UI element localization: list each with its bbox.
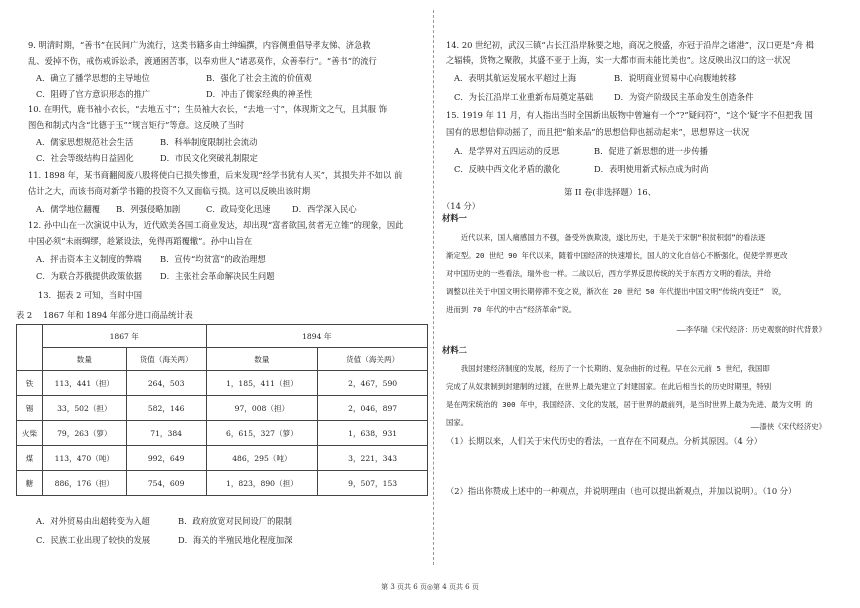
q15-option-a[interactable]: A．是学界对五四运动的反思 <box>454 146 560 156</box>
q12-option-b[interactable]: B．宣传“均贫富”的政治理想 <box>160 254 266 264</box>
col-val-1894: 货值（海关两） <box>318 348 428 371</box>
q11-stem-line1: 11. 1898 年，某书商翻阅废八股将使白已损失惨重，后来发现“经学书犹有人买”，其损失并不如以 前 <box>28 170 403 180</box>
material-one-title: 材料一 <box>442 213 467 223</box>
cell-qty-1867: 113，470（吨） <box>42 446 126 471</box>
q11-option-b[interactable]: B．列强侵略加剧 <box>116 204 181 214</box>
material-one-line1: 近代以来，国人痛感国力不强，备受外族欺凌，遂比历史，于是关于宋朝“积贫积弱”的看法逐 <box>446 233 766 242</box>
q14-options-row1 <box>454 72 736 84</box>
material-two-line3: 是在两宋统治的 300 年中，我国经济、文化的发展，居于世界的最前列，是当时世界上最为先进、最为文明 的 <box>446 400 813 409</box>
cell-val-1894: 9，507，153 <box>318 471 428 496</box>
q12-option-d[interactable]: D．主张社会革命解决民生问题 <box>160 271 275 281</box>
material-one-line2: 渐定型。20 世纪 90 年代以来，随着中国经济的快速增长，国人的文化自信心不断强化，促使学界更改 <box>446 251 788 260</box>
cell-val-1894: 3，221，343 <box>318 446 428 471</box>
table-year-1894: 1894 年 <box>206 325 427 348</box>
cell-val-1867: 71，384 <box>126 421 206 446</box>
q13-option-b[interactable]: B．政府放宽对民间设厂的限制 <box>178 516 292 526</box>
q9-option-d[interactable]: D．冲击了儒家经典的神圣性 <box>206 89 313 99</box>
table-row <box>17 446 428 471</box>
q13-option-a[interactable]: A．对外贸易由出超转变为入超 <box>36 516 150 526</box>
column-divider <box>433 10 434 565</box>
table-row <box>17 421 428 446</box>
table-row <box>17 396 428 421</box>
cell-val-1894: 2，046，897 <box>318 396 428 421</box>
material-one-line5: 进而到 70 年代的中古“经济革命”说。 <box>446 305 577 314</box>
q10-options-row2 <box>36 152 258 164</box>
q14-options-row2 <box>454 91 753 103</box>
q10-option-b[interactable]: B．科举制度限制社会流动 <box>160 137 258 147</box>
cell-qty-1894: 97，008（担） <box>206 396 318 421</box>
col-qty-1867: 数量 <box>42 348 126 371</box>
q15-option-d[interactable]: D．表明使用新式标点成为时尚 <box>594 164 709 174</box>
cell-val-1894: 2，467，590 <box>318 371 428 396</box>
q14-option-c[interactable]: C．为长江沿岸工业重新布局奠定基础 <box>454 92 594 102</box>
q12-stem-line2: 中国必须“未雨绸缪，趁紧设法，免得再蹈覆辙”。孙中山旨在 <box>28 236 253 246</box>
row-item: 煤 <box>17 446 43 471</box>
q15-option-b[interactable]: B．促进了新思想的进一步传播 <box>594 146 708 156</box>
q15-stem-line1: 15. 1919 年 11 月，有人指出当时全国新出版物中曾遍有一个“?”疑问符”，“这个‘疑’字不但把我 国 <box>446 110 813 120</box>
q14-option-d[interactable]: D．为资产阶级民主革命发生创造条件 <box>614 92 754 102</box>
q12-options-row2 <box>36 270 275 282</box>
section-heading: 第 II 卷(非选择题）16、 <box>564 187 656 197</box>
table-corner-cell <box>17 325 43 371</box>
q12-option-c[interactable]: C．为联合苏俄提供政策依据 <box>36 271 142 281</box>
cell-val-1894: 1，638，931 <box>318 421 428 446</box>
material-one-line3: 对中国历史的一些看法，瑞外也一样。二战以后，西方学界反思传统的关于东西方文明的看法，并给 <box>446 269 772 278</box>
cell-qty-1867: 886，176（担） <box>42 471 126 496</box>
q13-options-row1 <box>36 515 292 527</box>
table-header-cols <box>17 348 428 371</box>
q12-stem-line1: 12. 孙中山在一次演说中认为，近代欧美各国工商业发达，却出现“富者欲国,贫者无立锥”的现象，因此 <box>28 220 404 230</box>
material-two-line4: 国家。 <box>446 418 469 427</box>
q14-option-b[interactable]: B．说明商业贸易中心向腹地转移 <box>614 73 737 83</box>
q14-option-a[interactable]: A．表明其航运发展水平超过上海 <box>454 73 577 83</box>
cell-val-1867: 754，609 <box>126 471 206 496</box>
cell-qty-1894: 1，185，411（担） <box>206 371 318 396</box>
table-row <box>17 371 428 396</box>
material-two-line2: 完成了从奴隶制到封建制的过渡，在世界上最先建立了封建国家。在此后相当长的历史时期里，特别 <box>446 382 772 391</box>
q11-option-c[interactable]: C．政局变化迅速 <box>206 204 271 214</box>
q10-option-a[interactable]: A．儒家思想规范社会生活 <box>36 137 134 147</box>
q11-options <box>36 203 357 215</box>
row-item: 铁 <box>17 371 43 396</box>
q10-option-d[interactable]: D．市民文化突破礼制限定 <box>160 153 258 163</box>
q11-option-d[interactable]: D．西学深入民心 <box>292 204 357 214</box>
q11-stem-line2: 估计之大，而该书商对新学书籍的投资不久又面临亏损。这可以反映出该时期 <box>28 186 311 196</box>
q9-option-b[interactable]: B．强化了社会主流的价值观 <box>206 73 312 83</box>
q14-stem-line2: 之辐辏，货物之聚散，其盛不亚于上海，实一大都市而未能比美也”。这反映出汉口的这一状况 <box>446 55 791 65</box>
q10-stem-line2: 图色和制式内含“比德于玉”“规言矩行”等意。这反映了当时 <box>28 120 245 130</box>
q13-options-row2 <box>36 534 293 546</box>
q10-options-row1 <box>36 136 257 148</box>
table-row <box>17 471 428 496</box>
q15-options-row1 <box>454 145 708 157</box>
table-year-1867: 1867 年 <box>42 325 206 348</box>
q11-option-a[interactable]: A．儒学地位翻覆 <box>36 204 101 214</box>
cell-qty-1867: 113，441（担） <box>42 371 126 396</box>
q10-option-c[interactable]: C．社会等级结构日益固化 <box>36 153 134 163</box>
subquestion-1: （1）长期以来，人们关于宋代历史的看法，一直存在不同观点。分析其原因。（4 分） <box>446 436 763 446</box>
q9-stem-line2: 乱、爱掉不伤，戒伤戒诉讼杀，渡通困苦事，以奉劝世人“诸恶莫作，众善奉行”。“善书”的流行 <box>28 56 377 66</box>
q9-options-row1 <box>36 72 312 84</box>
material-two-source: ——漆侠《宋代经济史》 <box>750 422 826 431</box>
q9-options-row2 <box>36 88 312 100</box>
col-qty-1894: 数量 <box>206 348 318 371</box>
cell-val-1867: 992，649 <box>126 446 206 471</box>
cell-qty-1894: 1，823，890（担） <box>206 471 318 496</box>
cell-val-1867: 264，503 <box>126 371 206 396</box>
cell-qty-1894: 486，295（吨） <box>206 446 318 471</box>
q14-stem-line1: 14. 20 世纪初，武汉三镇“占长江沿岸脉要之地，商况之殷盛，亦冠于沿岸之诸港”，汉口更是“舟 楫 <box>446 40 814 50</box>
q10-stem-line1: 10. 在明代，鹿书袖小衣长，“去地五寸”；生员袖大衣长，“去地一寸”，体现斯文之气，且其服 饰 <box>28 104 388 114</box>
q15-options-row2 <box>454 163 709 175</box>
q9-option-c[interactable]: C．阻碍了官方意识形态的推广 <box>36 89 151 99</box>
material-two-line1: 我国封建经济制度的发展，经历了一个长期的、复杂曲折的过程。早在公元前 5 世纪，我国即 <box>446 364 770 373</box>
q12-option-a[interactable]: A．抨击资本主义制度的弊端 <box>36 254 142 264</box>
row-item: 锡 <box>17 396 43 421</box>
q12-options-row1 <box>36 253 266 265</box>
row-item: 火柴 <box>17 421 43 446</box>
q13-option-c[interactable]: C．民族工业出现了较快的发展 <box>36 535 151 545</box>
subquestion-2: （2）指出你赞成上述中的一种观点，并说明理由（也可以提出新观点，并加以说明）。（10 分） <box>446 486 797 496</box>
q9-option-a[interactable]: A．确立了播学思想的主导地位 <box>36 73 150 83</box>
q15-stem-line2: 国有的思想信仰动摇了，而且把“舶来品”的思想信仰也摇动起来”，思想界这一状况 <box>446 127 750 137</box>
row-item: 糖 <box>17 471 43 496</box>
material-one-source: ——李华瑞《宋代经济：历史观察的时代背景》 <box>676 325 826 334</box>
cell-val-1867: 582，146 <box>126 396 206 421</box>
material-one-line4: 调整以往关于中国文明长期停滞不变之说，渐次在 20 世纪 50 年代提出中国文明“传统内变迁” 说， <box>446 287 787 296</box>
cell-qty-1867: 79，263（箩） <box>42 421 126 446</box>
material-two-title: 材料二 <box>442 345 467 355</box>
q15-option-c[interactable]: C．反映中西文化矛盾的激化 <box>454 164 560 174</box>
table-caption: 表 2 1867 年和 1894 年部分进口商品统计表 <box>16 310 193 320</box>
cell-qty-1894: 6，615，327（箩） <box>206 421 318 446</box>
q9-stem-line1: 9. 明清时期，“善书”在民间广为流行，这类书籍多由士绅编撰，内容侧重倡导孝友悌、济急救 <box>28 40 371 50</box>
table-header-years <box>17 325 428 348</box>
import-stats-table <box>16 324 428 496</box>
score-label: （14 分） <box>442 201 481 211</box>
q13-option-d[interactable]: D．海关的半殖民地化程度加深 <box>178 535 293 545</box>
q13-stem: 13．据表 2 可知，当时中国 <box>38 290 143 300</box>
cell-qty-1867: 33，502（担） <box>42 396 126 421</box>
col-val-1867: 货值（海关两） <box>126 348 206 371</box>
page-footer: 第 3 页共 6 页◎第 4 页共 6 页 <box>381 583 479 591</box>
